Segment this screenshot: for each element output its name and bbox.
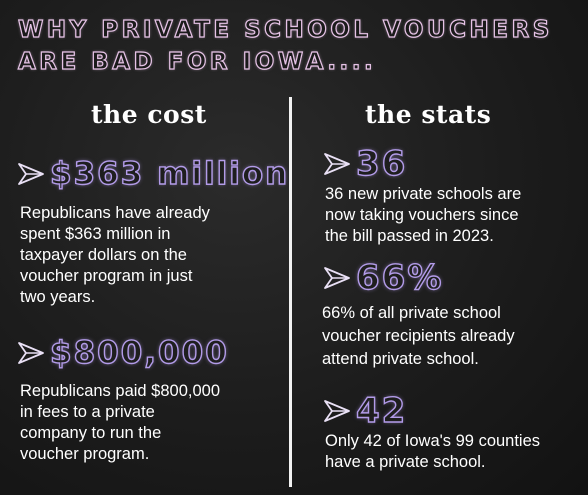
- desc-line: attend private school.: [322, 350, 479, 368]
- cost-stat-1-value: $363 million: [50, 156, 290, 192]
- desc-line: taxpayer dollars on the: [20, 246, 187, 264]
- paper-plane-icon: [322, 149, 352, 179]
- stats-stat-1: [322, 144, 407, 184]
- paper-plane-icon: [16, 159, 46, 189]
- stats-stat-2-description: [322, 302, 515, 371]
- cost-stat-2-value: $800,000: [50, 335, 229, 371]
- desc-line: Only 42 of Iowa's 99 counties: [325, 432, 541, 450]
- desc-line: voucher program.: [20, 445, 150, 463]
- paper-plane-icon: [322, 263, 352, 293]
- desc-line: have a private school.: [325, 453, 486, 471]
- stats-stat-2: [322, 258, 443, 298]
- stats-stat-3: [322, 391, 407, 431]
- desc-line: spent $363 million in: [20, 225, 171, 243]
- stats-stat-1-description: [325, 184, 521, 247]
- cost-stat-1-description: [20, 203, 210, 308]
- paper-plane-icon: [16, 338, 46, 368]
- desc-line: voucher program in just: [20, 267, 193, 285]
- cost-stat-2-description: [20, 381, 220, 465]
- stats-stat-1-value: 36: [356, 144, 408, 184]
- desc-line: the bill passed in 2023.: [325, 227, 494, 245]
- desc-line: Republicans have already: [20, 204, 210, 222]
- paper-plane-icon: [322, 396, 352, 426]
- column-divider: [289, 97, 292, 487]
- desc-line: voucher recipients already: [322, 327, 515, 345]
- cost-stat-2: [16, 335, 229, 371]
- stats-stat-3-value: 42: [356, 391, 408, 431]
- stats-heading: the stats: [365, 100, 492, 129]
- title-line-1: WHY PRIVATE SCHOOL VOUCHERS: [18, 17, 553, 43]
- cost-heading: the cost: [91, 100, 207, 129]
- stats-stat-2-value: 66%: [356, 258, 444, 298]
- desc-line: 66% of all private school: [322, 304, 501, 322]
- title-line-2: ARE BAD FOR IOWA....: [18, 49, 377, 75]
- desc-line: company to run the: [20, 424, 162, 442]
- infographic-title: [18, 14, 578, 78]
- cost-stat-1: [16, 156, 289, 192]
- stats-stat-3-description: [325, 431, 540, 473]
- desc-line: now taking vouchers since: [325, 206, 519, 224]
- desc-line: two years.: [20, 288, 96, 306]
- desc-line: 36 new private schools are: [325, 185, 522, 203]
- desc-line: in fees to a private: [20, 403, 155, 421]
- desc-line: Republicans paid $800,000: [20, 382, 220, 400]
